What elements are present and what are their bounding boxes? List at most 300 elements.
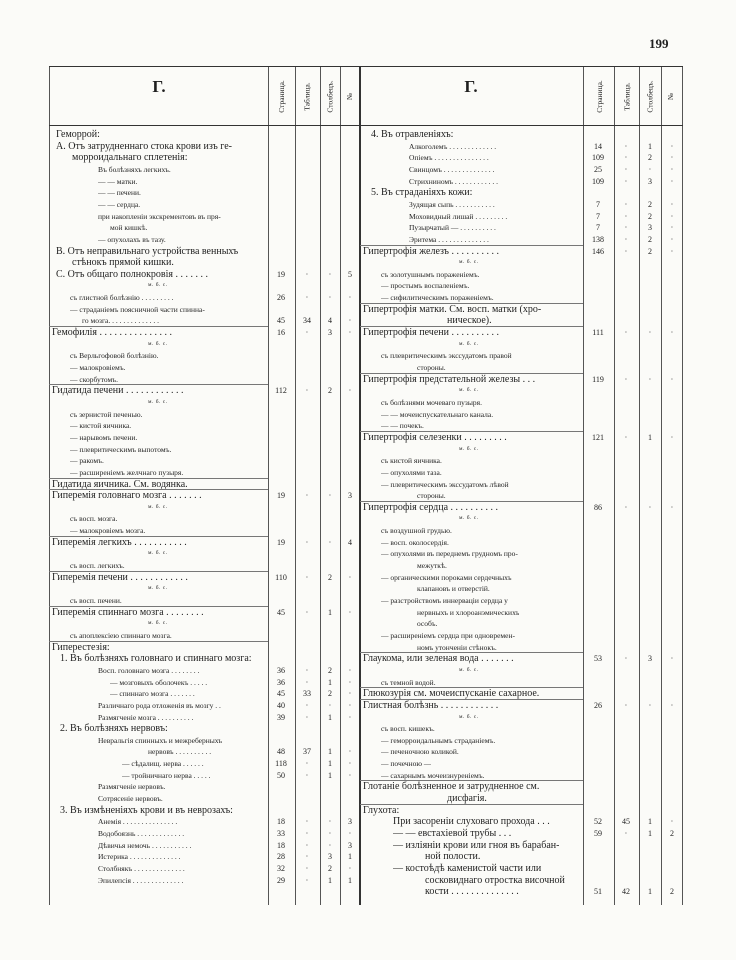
entry-col: · (648, 328, 652, 338)
entry-text: м. б. с. (459, 445, 479, 452)
entry-text: съ восп. печени. (70, 596, 122, 605)
entry-col: 1 (328, 677, 332, 687)
entry-col: 1 (328, 759, 332, 769)
entry-table: · (305, 840, 309, 850)
entry-page: 36 (277, 677, 285, 687)
entry-text: съ золотушнымъ пораженіемъ. (381, 269, 480, 279)
page-number: 199 (649, 36, 669, 51)
entry-text: м. б. с. (148, 620, 168, 627)
entry-text: Опіемъ . . . . . . . . . . . . . . . (409, 153, 489, 163)
entry-col: 1 (328, 607, 332, 617)
index-entry (49, 234, 683, 245)
entry-text: В. Отъ неправильнаго устройства венныхъ (56, 245, 239, 257)
index-entry (49, 886, 683, 897)
entry-no: · (670, 164, 674, 174)
entry-col: 1 (648, 432, 652, 442)
entry-table: · (624, 700, 628, 710)
entry-page: 40 (277, 700, 285, 710)
entry-text: — нарывомъ печени. (70, 432, 138, 442)
entry-text: — страданіемъ поясничной части спинна- (70, 304, 205, 314)
index-entry (49, 560, 683, 571)
index-entry (49, 350, 683, 361)
entry-text: Размягченіе нервовъ. (98, 782, 166, 792)
entry-text: — расширеніемъ желчнаго пузыря. (70, 467, 184, 477)
entry-text: нервовъ . . . . . . . . . . (148, 747, 212, 757)
entry-text: съ глистной болѣзнію . . . . . . . . . (70, 293, 174, 303)
entry-table: 33 (303, 689, 311, 699)
entry-page: 7 (596, 199, 600, 209)
index-entry (49, 688, 683, 699)
entry-text: м. б. с. (148, 550, 168, 557)
entry-text: Столбнякъ . . . . . . . . . . . . . . (98, 863, 185, 873)
entry-text: Водобоязнь . . . . . . . . . . . . . (98, 829, 185, 838)
entry-table: · (305, 386, 309, 396)
entry-col: · (648, 502, 652, 512)
entry-no: · (348, 386, 352, 396)
entry-no: · (348, 759, 352, 769)
entry-page: 19 (277, 269, 285, 279)
entry-text: м. б. с. (148, 503, 168, 510)
entry-text: Гипертрофія предстательной железы . . . (363, 373, 536, 385)
entry-text: — почечною — (381, 759, 432, 769)
index-entry (49, 164, 683, 175)
entry-text: А. Отъ затрудненнаго стока крови изъ ге- (56, 140, 233, 152)
entry-text: Гипертрофія селезенки . . . . . . . . . (363, 431, 507, 443)
right-header-letter: Г. (464, 77, 478, 96)
entry-text: — кистой яичника. (70, 421, 132, 431)
entry-text: стѣнокъ прямой кишки. (72, 257, 174, 269)
entry-table: · (624, 432, 628, 442)
left-col-table-header: Таблица. (302, 81, 312, 111)
entry-text: дисфагія. (447, 793, 487, 805)
entry-no: 3 (348, 817, 352, 827)
entry-no: · (670, 374, 674, 384)
entry-text: 4. Въ отравленіяхъ: (371, 129, 454, 140)
index-entry (49, 211, 683, 222)
entry-text: Пузырчатый — . . . . . . . . . . (409, 223, 496, 233)
entry-text: Геморрой: (56, 129, 100, 140)
entry-no: · (348, 700, 352, 710)
entry-no: · (348, 293, 352, 303)
entry-text: Алкоголемъ . . . . . . . . . . . . . (409, 141, 497, 151)
entry-text: — костоѣдѣ каменистой части или (393, 862, 542, 874)
entry-page: 110 (275, 572, 287, 582)
entry-text: Гиперестезія: (52, 641, 110, 653)
index-entry (49, 187, 683, 198)
entry-page: 33 (277, 829, 285, 838)
entry-page: 28 (277, 852, 285, 862)
index-entry (49, 199, 683, 210)
entry-text: съ темной водой. (381, 677, 436, 687)
left-col-no-header: № (345, 92, 355, 100)
index-entry (49, 432, 683, 443)
index-entry (49, 770, 683, 781)
index-entry (49, 152, 683, 163)
entry-no: · (670, 176, 674, 186)
index-entry (49, 246, 683, 257)
index-entry (49, 385, 683, 396)
entry-table: 34 (303, 316, 311, 326)
entry-no: 1 (348, 875, 352, 885)
entry-col: 1 (328, 747, 332, 757)
index-entry (49, 327, 683, 338)
entry-col: · (328, 840, 332, 850)
entry-col: 2 (328, 572, 332, 582)
entry-no: · (348, 677, 352, 687)
right-col-column-header: Столбецъ. (645, 79, 655, 113)
entry-col: 1 (648, 817, 652, 827)
entry-text: стороны. (417, 491, 446, 501)
entry-no: 2 (670, 887, 674, 897)
index-entry (49, 816, 683, 827)
entry-text: съ кистой яичника. (381, 456, 442, 466)
entry-text: 2. Въ болѣзняхъ нервовъ: (60, 723, 168, 735)
entry-page: 26 (277, 293, 285, 303)
entry-text: номъ утонченіи стѣнокъ. (417, 642, 497, 652)
entry-text: 5. Въ страданіяхъ кожи: (371, 187, 473, 199)
entry-text: — опухолями таза. (381, 467, 442, 477)
entry-col: 1 (648, 141, 652, 151)
entry-text: — восп. околосердія. (381, 537, 449, 547)
entry-text: Гемофилія . . . . . . . . . . . . . . . (52, 327, 172, 339)
entry-text: При засореніи слуховаго прохода . . . (393, 816, 550, 828)
entry-no: · (670, 211, 674, 221)
entry-text: — тройничнаго нерва . . . . . (122, 770, 211, 780)
entry-text: — геморроидальнымъ страданіемъ. (381, 735, 496, 745)
entry-text: — органическими пороками сердечныхъ (381, 572, 512, 582)
entry-no: · (670, 223, 674, 233)
index-entry (49, 222, 683, 233)
entry-text: — малокровіемъ. (70, 363, 126, 372)
entry-text: съ восп. легкихъ. (70, 561, 125, 571)
index-entry (49, 315, 683, 326)
entry-text: С. Отъ общаго полнокровія . . . . . . . (56, 268, 209, 280)
entry-text: Анемія . . . . . . . . . . . . . . . (98, 817, 178, 827)
entry-text: Зудящая сыпь . . . . . . . . . . . (409, 199, 495, 209)
entry-page: 45 (277, 316, 285, 326)
index-entry (49, 781, 683, 792)
entry-page: 39 (277, 712, 285, 722)
index-entry (49, 339, 683, 350)
entry-no: · (670, 153, 674, 163)
entry-table: · (624, 176, 628, 186)
index-entry (49, 758, 683, 769)
entry-text: Эритема . . . . . . . . . . . . . . (409, 234, 489, 244)
entry-no: · (348, 572, 352, 582)
entry-table: · (305, 829, 309, 838)
entry-table: · (305, 852, 309, 862)
entry-table: · (624, 328, 628, 338)
entry-table: 45 (622, 817, 630, 827)
entry-text: нервныхъ и хлороанэмическихъ (417, 607, 520, 617)
entry-col: 1 (648, 887, 652, 897)
entry-col: 2 (328, 689, 332, 699)
entry-text: съ Верльгофовой болѣзнію. (70, 351, 159, 361)
entry-text: — опухолями въ переднемъ грудномъ про- (381, 549, 518, 559)
entry-text: — плевритическимъ экссудатомъ лѣвой (381, 479, 509, 489)
entry-no: · (670, 502, 674, 512)
entry-page: 19 (277, 491, 285, 501)
entry-text: Гидатида яичника. См. водянка. (52, 478, 188, 490)
index-entry (49, 618, 683, 629)
entry-text: Гиперемія легкихъ . . . . . . . . . . . (52, 536, 187, 548)
entry-table: · (305, 537, 309, 547)
index-entry (49, 828, 683, 839)
entry-no: · (348, 863, 352, 873)
index-entry (49, 444, 683, 455)
entry-no: · (670, 654, 674, 664)
entry-col: · (648, 700, 652, 710)
entry-text: Гидатида печени . . . . . . . . . . . . (52, 385, 184, 397)
entry-page: 119 (592, 374, 604, 384)
entry-col: 3 (648, 223, 652, 233)
entry-text: съ восп. мозга. (70, 514, 118, 524)
index-entry (49, 502, 683, 513)
entry-table: · (305, 863, 309, 873)
index-entry (49, 129, 683, 140)
entry-table: · (305, 677, 309, 687)
entry-col: 2 (328, 665, 332, 675)
entry-page: 7 (596, 223, 600, 233)
entry-page: 146 (592, 246, 604, 256)
entry-text: съ воздушной грудью. (381, 526, 452, 536)
entry-col: 3 (328, 852, 332, 862)
entry-text: — малокровіемъ мозга. (70, 526, 146, 536)
entry-table: · (305, 665, 309, 675)
entry-table: · (305, 700, 309, 710)
entry-no: · (670, 328, 674, 338)
entry-text: — — евстахіевой трубы . . . (393, 828, 512, 839)
entry-text: съ восп. кишекъ. (381, 724, 435, 734)
entry-table: · (624, 223, 628, 233)
entry-text: Гипертрофія печени . . . . . . . . . . (363, 327, 499, 339)
entry-text: Размягченіе мозга . . . . . . . . . . (98, 712, 194, 722)
index-entry (49, 723, 683, 734)
entry-col: 3 (648, 654, 652, 664)
index-entry (49, 630, 683, 641)
entry-page: 121 (592, 432, 604, 442)
entry-text: Восп. головнаго мозга . . . . . . . . (98, 665, 200, 675)
entry-text: Глюкозурія см. мочеиспусканіе сахарное. (363, 688, 540, 700)
entry-text: 1. Въ болѣзняхъ головнаго и спиннаго мозга: (60, 653, 252, 665)
entry-text: особъ. (417, 619, 438, 629)
entry-text: межуткѣ. (417, 561, 447, 571)
index-entry (49, 840, 683, 851)
entry-text: — сахарнымъ мочеизнуреніемъ. (381, 770, 485, 780)
index-entry (49, 397, 683, 408)
entry-text: — ракомъ. (70, 456, 104, 466)
entry-table: · (305, 293, 309, 303)
index-entry (49, 677, 683, 688)
index-entry (49, 851, 683, 862)
entry-table: · (624, 153, 628, 163)
entry-no: · (348, 747, 352, 757)
index-entry (49, 805, 683, 816)
entry-text: Сотрясеніе нервовъ. (98, 794, 163, 804)
entry-text: м. б. с. (148, 585, 168, 592)
entry-text: Глаукома, или зеленая вода . . . . . . . (363, 653, 514, 665)
entry-col: 1 (328, 875, 332, 885)
entry-text: Въ болѣзняхъ легкихъ. (98, 164, 171, 174)
entry-no: 2 (670, 829, 674, 838)
left-col-column-header: Столбецъ. (325, 79, 335, 113)
entry-table: · (305, 491, 309, 501)
entry-no: · (348, 689, 352, 699)
entry-page: 19 (277, 537, 285, 547)
entry-text: м. б. с. (459, 259, 479, 266)
entry-no: · (348, 829, 352, 838)
entry-page: 48 (277, 747, 285, 757)
entry-table: · (624, 829, 628, 838)
entry-page: 18 (277, 817, 285, 827)
entry-text: Гиперемія печени . . . . . . . . . . . . (52, 571, 188, 583)
entry-text: — печеночною коликой. (381, 747, 459, 757)
entry-col: · (328, 537, 332, 547)
entry-table: · (305, 269, 309, 279)
entry-page: 112 (275, 386, 287, 396)
entry-text: съ апоплексіею спиннаго мозга. (70, 630, 172, 640)
index-entry (49, 467, 683, 478)
entry-page: 29 (277, 875, 285, 885)
index-entry (49, 595, 683, 606)
entry-page: 59 (594, 829, 602, 838)
entry-table: · (624, 502, 628, 512)
entry-text: — — печени. (98, 188, 141, 198)
entry-page: 109 (592, 176, 604, 186)
entry-text: — простымъ воспаленіемъ. (381, 281, 470, 291)
entry-text: съ зернистой печенью. (70, 409, 143, 419)
entry-table: · (624, 374, 628, 384)
entry-col: 1 (328, 770, 332, 780)
entry-page: 45 (277, 607, 285, 617)
entry-no: · (670, 141, 674, 151)
entry-page: 138 (592, 234, 604, 244)
entry-no: · (670, 234, 674, 244)
entry-text: съ плевритическимъ экссудатомъ правой (381, 351, 512, 361)
entry-no: 3 (348, 840, 352, 850)
entry-text: м. б. с. (459, 713, 479, 720)
entry-no: 1 (348, 852, 352, 862)
entry-table: · (305, 328, 309, 338)
index-entry (49, 513, 683, 524)
left-col-page-header: Страница. (276, 79, 286, 113)
entry-col: 2 (648, 246, 652, 256)
entry-col: · (328, 700, 332, 710)
index-entry (49, 537, 683, 548)
entry-page: 45 (277, 689, 285, 699)
index-entry (49, 700, 683, 711)
entry-text: — скорбутомъ. (70, 374, 119, 384)
entry-col: · (328, 269, 332, 279)
index-entry (49, 525, 683, 536)
index-table (49, 66, 683, 905)
entry-text: Свинцомъ . . . . . . . . . . . . . . (409, 164, 495, 174)
entry-text: — опухолахъ въ тазу. (98, 234, 166, 244)
entry-text: Истерика . . . . . . . . . . . . . . (98, 852, 181, 862)
entry-text: Невральгія спинныхъ и межреберныхъ (98, 735, 223, 745)
entry-text: Различнаго рода отложенія въ мозгу . . (98, 700, 221, 710)
entry-text: м. б. с. (459, 387, 479, 394)
entry-text: м. б. с. (459, 515, 479, 522)
entry-table: · (305, 607, 309, 617)
index-entry (49, 292, 683, 303)
index-entry (49, 269, 683, 280)
entry-no: · (670, 199, 674, 209)
index-entry (49, 653, 683, 664)
entry-text: — — мочеиспускательнаго канала. (381, 409, 494, 419)
entry-text: сосковиднаго отростка височной (425, 874, 565, 886)
entry-text: — — сердца. (98, 199, 141, 209)
index-entry (49, 875, 683, 886)
entry-col: 4 (328, 316, 332, 326)
entry-text: Гипертрофія матки. См. восп. матки (хро- (363, 303, 542, 315)
index-entry (49, 712, 683, 723)
left-header-letter: Г. (152, 77, 166, 96)
entry-col: · (648, 164, 652, 174)
entry-page: 36 (277, 665, 285, 675)
entry-no: 5 (348, 269, 352, 279)
entry-col: · (328, 293, 332, 303)
right-col-page-header: Страница. (594, 79, 604, 113)
entry-text: — сифилитическимъ пораженіемъ. (381, 293, 494, 303)
entry-table: · (624, 199, 628, 209)
entry-text: Стрихниномъ . . . . . . . . . . . . (409, 176, 499, 186)
index-entry (49, 746, 683, 757)
entry-table: · (624, 654, 628, 664)
entry-text: ническое). (447, 315, 492, 327)
index-entry (49, 420, 683, 431)
entry-text: кости . . . . . . . . . . . . . . (425, 886, 519, 898)
entry-table: · (305, 875, 309, 885)
entry-text: Гипертрофія железъ . . . . . . . . . . (363, 245, 499, 257)
entry-no: · (670, 246, 674, 256)
index-entry (49, 141, 683, 152)
entry-page: 118 (275, 759, 287, 769)
entry-col: 3 (328, 328, 332, 338)
entry-col: · (328, 829, 332, 838)
entry-text: клапановъ и отверстій. (417, 584, 490, 594)
entry-no: · (670, 432, 674, 442)
entry-no: · (348, 316, 352, 326)
entry-col: 2 (648, 199, 652, 209)
index-entry (49, 642, 683, 653)
entry-text: 3. Въ измѣненіяхъ крови и въ неврозахъ: (60, 804, 233, 816)
entry-text: ной полости. (425, 851, 481, 863)
entry-no: · (348, 665, 352, 675)
entry-page: 25 (594, 164, 602, 174)
entry-table: · (624, 234, 628, 244)
entry-text: мой кишкѣ. (110, 223, 148, 233)
entry-text: — плевритическимъ выпотомъ. (70, 444, 172, 454)
entry-text: — мозговыхъ оболочекъ . . . . . (110, 677, 208, 687)
entry-text: стороны. (417, 363, 446, 372)
entry-text: — спиннаго мозга . . . . . . . (110, 689, 195, 699)
entry-text: Гипертрофія сердца . . . . . . . . . . (363, 501, 499, 513)
entry-text: м. б. с. (148, 398, 168, 405)
entry-table: · (305, 817, 309, 827)
entry-table: · (305, 712, 309, 722)
index-entry (49, 280, 683, 291)
entry-no: · (348, 607, 352, 617)
entry-text: Глотаніе болѣзненное и затрудненное см. (363, 781, 540, 793)
index-entry (49, 735, 683, 746)
entry-table: 42 (622, 887, 630, 897)
entry-col: 2 (328, 386, 332, 396)
index-entry (49, 409, 683, 420)
entry-text: Эпилепсія . . . . . . . . . . . . . . (98, 875, 184, 885)
index-entry (49, 548, 683, 559)
index-entry (49, 863, 683, 874)
